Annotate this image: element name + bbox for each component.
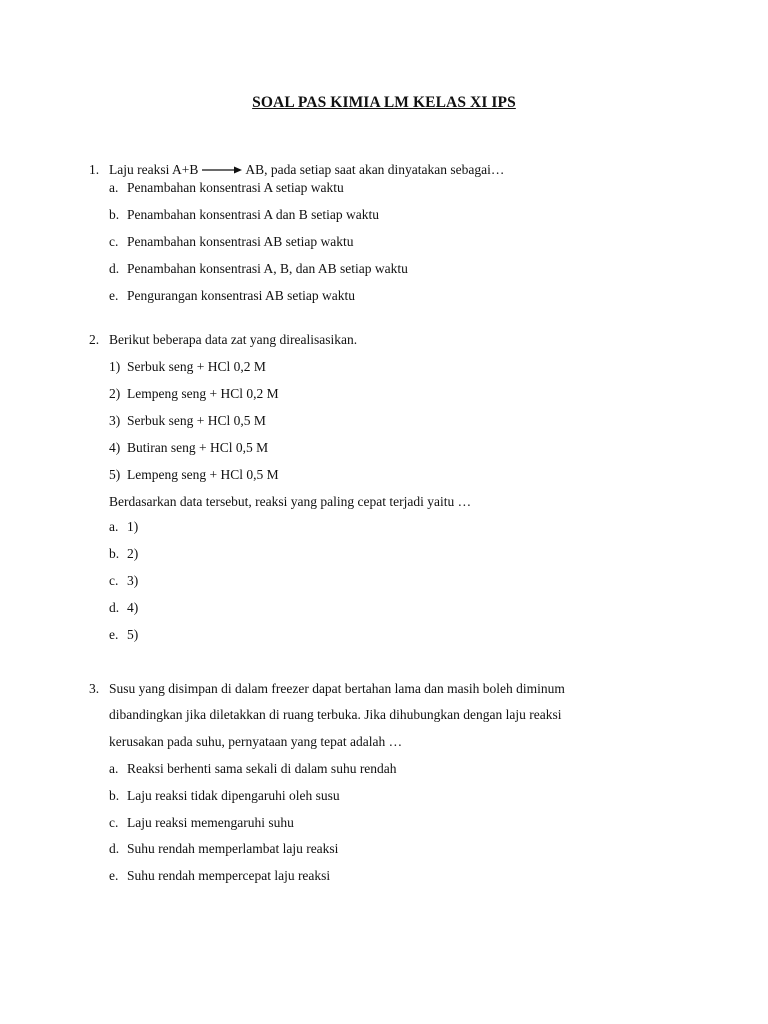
q2-item-text: Serbuk seng + HCl 0,2 M	[127, 359, 266, 374]
q2-option-letter: e.	[109, 627, 119, 642]
question-3-stem-line: Susu yang disimpan di dalam freezer dapat bertahan lama dan masih boleh diminum	[109, 681, 565, 696]
q3-option-text: Suhu rendah memperlambat laju reaksi	[127, 841, 339, 856]
q1-option-letter: d.	[109, 261, 120, 276]
question-1-stem-after: AB, pada setiap saat akan dinyatakan sebagai…	[245, 162, 505, 177]
q1-option-text: Penambahan konsentrasi A setiap waktu	[127, 180, 344, 195]
reaction-arrow-icon	[202, 165, 242, 175]
question-2-number: 2.	[89, 332, 100, 347]
q2-item-text: Lempeng seng + HCl 0,5 M	[127, 467, 279, 482]
q2-item-text: Lempeng seng + HCl 0,2 M	[127, 386, 279, 401]
q2-option-text: 2)	[127, 546, 139, 561]
q2-item-text: Serbuk seng + HCl 0,5 M	[127, 413, 266, 428]
q1-option-text: Penambahan konsentrasi A, B, dan AB setiap waktu	[127, 261, 408, 276]
question-3-stem-line: dibandingkan jika diletakkan di ruang terbuka. Jika dihubungkan dengan laju reaksi	[109, 707, 562, 722]
q2-item-number: 2)	[109, 386, 121, 401]
question-3-stem-line: kerusakan pada suhu, pernyataan yang tepat adalah …	[109, 734, 403, 749]
q2-option-letter: c.	[109, 573, 119, 588]
question-1-stem	[109, 161, 504, 179]
q2-option-letter: a.	[109, 519, 119, 534]
q2-option-text: 3)	[127, 573, 139, 588]
q3-option-text: Laju reaksi tidak dipengaruhi oleh susu	[127, 788, 340, 803]
q3-option-text: Reaksi berhenti sama sekali di dalam suhu rendah	[127, 761, 397, 776]
q1-option-text: Penambahan konsentrasi AB setiap waktu	[127, 234, 354, 249]
question-1-stem-before: Laju reaksi A+B	[109, 162, 199, 177]
q2-option-text: 5)	[127, 627, 139, 642]
q1-option-letter: e.	[109, 288, 119, 303]
q3-option-letter: e.	[109, 868, 119, 883]
q3-option-letter: d.	[109, 841, 120, 856]
q1-option-text: Penambahan konsentrasi A dan B setiap waktu	[127, 207, 379, 222]
question-1-number: 1.	[89, 162, 100, 177]
q2-item-number: 3)	[109, 413, 121, 428]
q2-item-number: 4)	[109, 440, 121, 455]
q1-option-letter: a.	[109, 180, 119, 195]
q3-option-text: Suhu rendah mempercepat laju reaksi	[127, 868, 331, 883]
q2-item-text: Butiran seng + HCl 0,5 M	[127, 440, 269, 455]
q2-option-letter: d.	[109, 600, 120, 615]
q2-item-number: 5)	[109, 467, 121, 482]
q3-option-letter: c.	[109, 815, 119, 830]
q1-option-letter: c.	[109, 234, 119, 249]
q3-option-text: Laju reaksi memengaruhi suhu	[127, 815, 294, 830]
q2-option-letter: b.	[109, 546, 120, 561]
question-2-prompt: Berdasarkan data tersebut, reaksi yang paling cepat terjadi yaitu …	[109, 494, 472, 509]
q3-option-letter: a.	[109, 761, 119, 776]
page-title: SOAL PAS KIMIA LM KELAS XI IPS	[252, 94, 516, 111]
q2-option-text: 4)	[127, 600, 139, 615]
question-3-number: 3.	[89, 681, 100, 696]
question-2-stem: Berikut beberapa data zat yang direalisasikan.	[109, 332, 358, 347]
q2-item-number: 1)	[109, 359, 121, 374]
q3-option-letter: b.	[109, 788, 120, 803]
q1-option-letter: b.	[109, 207, 120, 222]
q2-option-text: 1)	[127, 519, 139, 534]
q1-option-text: Pengurangan konsentrasi AB setiap waktu	[127, 288, 355, 303]
